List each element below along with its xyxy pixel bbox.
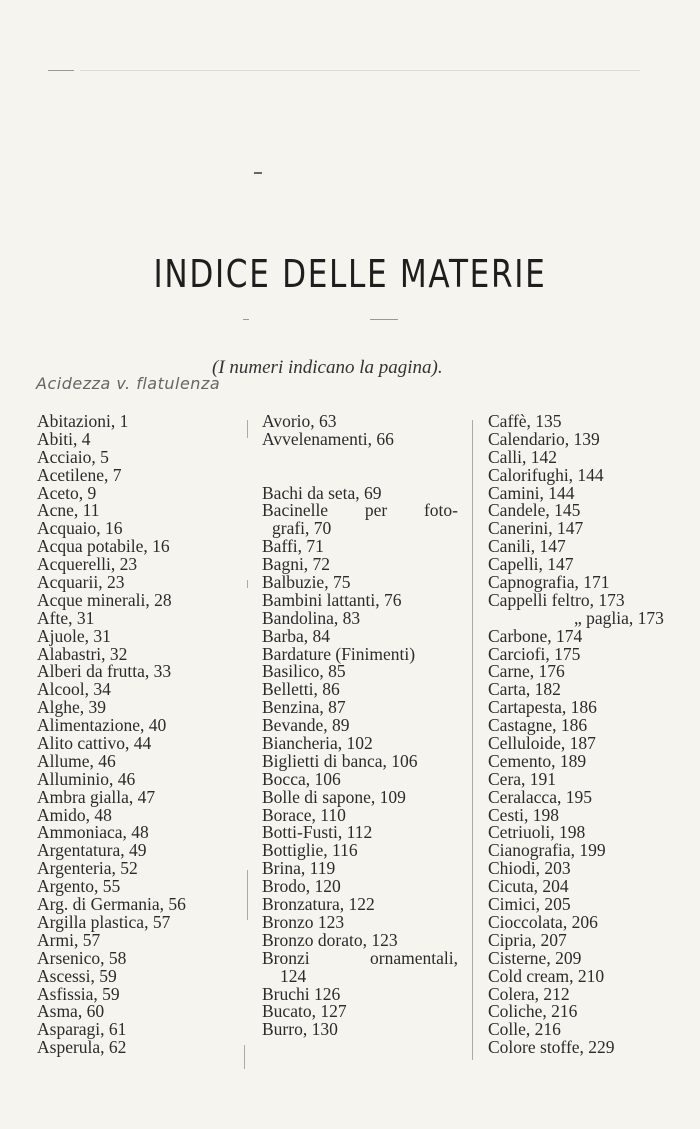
index-entry [262,467,462,485]
index-entry: Borace, 110 [262,804,346,825]
index-entry: Baffi, 71 [262,536,324,557]
index-entry [262,449,462,467]
column-divider [472,420,473,1060]
index-entry: Arsenico, 58 [37,947,127,968]
index-entry: Ammoniaca, 48 [37,822,149,843]
index-entry: Capnografia, 171 [488,572,610,593]
index-entry: Bronzo 123 [262,911,345,932]
index-entry: Alluminio, 46 [37,768,136,789]
index-entry: „ paglia, 173 [574,607,664,628]
index-entry: Colera, 212 [488,983,570,1004]
index-entry: Brodo, 120 [262,876,341,897]
index-entry: Bronzi ornamentali, [262,947,458,968]
page-note: (I numeri indicano la pagina). [212,357,443,378]
index-entry: Acquaio, 16 [37,518,123,539]
index-entry: Bachi da seta, 69 [262,482,382,503]
index-entry: Burro, 130 [262,1019,338,1040]
index-entry: Bambini lattanti, 76 [262,589,402,610]
index-entry: Carciofi, 175 [488,643,581,664]
index-entry: Ajuole, 31 [37,625,111,646]
small-dash [254,172,262,174]
index-column-1 [37,413,242,1057]
index-entry: Calendario, 139 [488,428,600,449]
top-rule [80,70,640,71]
index-entry: Argento, 55 [37,876,121,897]
index-entry: Botti-Fusti, 112 [262,822,373,843]
index-entry: Colle, 216 [488,1019,561,1040]
index-entry: Bucato, 127 [262,1001,347,1022]
index-entry: Ceralacca, 195 [488,786,592,807]
index-entry: Cemento, 189 [488,750,587,771]
index-entry: Carbone, 174 [488,625,583,646]
index-entry: Acetilene, 7 [37,464,122,485]
index-column-3 [488,413,688,1057]
index-entry: Calorifughi, 144 [488,464,604,485]
index-entry: Aceto, 9 [37,482,97,503]
index-entry: Acciaio, 5 [37,446,109,467]
index-entry: Cetriuoli, 198 [488,822,586,843]
title-rule [370,319,398,320]
index-entry: Acne, 11 [37,500,100,521]
index-column-2 [262,413,462,1039]
index-entry: Caffè, 135 [488,411,562,431]
index-entry: Avvelenamenti, 66 [262,428,394,449]
index-entry: Argentatura, 49 [37,840,147,861]
title-rule-dot [243,319,249,320]
column-divider [244,1045,245,1069]
index-entry: grafi, 70 [272,518,332,539]
index-entry: Canili, 147 [488,536,566,557]
index-entry: Cioccolata, 206 [488,911,598,932]
index-entry: Acqua potabile, 16 [37,536,170,557]
index-entry: Bolle di sapone, 109 [262,786,406,807]
index-entry: Canerini, 147 [488,518,584,539]
index-entry: Alcool, 34 [37,679,111,700]
index-entry: Acque minerali, 28 [37,589,172,610]
index-entry: Bacinelle per foto- [262,500,458,521]
index-entry: Bruchi 126 [262,983,341,1004]
column-divider [247,420,248,438]
top-rule-mark [48,70,74,71]
index-entry: Alimentazione, 40 [37,715,167,736]
index-entry: Cisterne, 209 [488,947,582,968]
index-entry: Asfissia, 59 [37,983,120,1004]
index-entry: Arg. di Germania, 56 [37,894,186,915]
index-entry: Carne, 176 [488,661,565,682]
index-entry: Biancheria, 102 [262,733,373,754]
index-entry: Bronzatura, 122 [262,894,375,915]
index-entry: Carta, 182 [488,679,561,700]
column-divider [247,580,248,588]
index-entry: Allume, 46 [37,750,116,771]
index-entry: Bevande, 89 [262,715,350,736]
index-entry: Abiti, 4 [37,428,91,449]
index-entry: Balbuzie, 75 [262,572,351,593]
index-entry: Camini, 144 [488,482,575,503]
index-entry: Barba, 84 [262,625,331,646]
index-entry: Chiodi, 203 [488,858,571,879]
index-entry: Asparagi, 61 [37,1019,127,1040]
index-entry: Castagne, 186 [488,715,588,736]
index-entry: Biglietti di banca, 106 [262,750,418,771]
index-entry: Argenteria, 52 [37,858,138,879]
index-entry: Alghe, 39 [37,697,107,718]
column-divider [247,870,248,920]
index-entry: Bronzo dorato, 123 [262,929,398,950]
index-entry: Cartapesta, 186 [488,697,597,718]
index-entry: Abitazioni, 1 [37,411,129,431]
index-entry: Alito cattivo, 44 [37,733,152,754]
index-entry: Cianografia, 199 [488,840,606,861]
index-entry: 124 [280,965,307,986]
index-entry: Bandolina, 83 [262,607,361,628]
index-entry: Bagni, 72 [262,554,331,575]
index-entry: Acquerelli, 23 [37,554,138,575]
index-entry: Cipria, 207 [488,929,567,950]
index-entry: Cesti, 198 [488,804,559,825]
index-entry: Cimici, 205 [488,894,571,915]
index-entry: Cold cream, 210 [488,965,605,986]
index-entry: Asperula, 62 [37,1037,127,1058]
index-entry: Armi, 57 [37,929,101,950]
index-entry: Bardature (Finimenti) [262,643,416,664]
index-entry: Afte, 31 [37,607,95,628]
index-entry: Ambra gialla, 47 [37,786,156,807]
index-entry: Benzina, 87 [262,697,346,718]
index-entry: Alabastri, 32 [37,643,128,664]
index-entry: Coliche, 216 [488,1001,578,1022]
index-entry: Candele, 145 [488,500,581,521]
index-entry: Basilico, 85 [262,661,346,682]
index-entry: Brina, 119 [262,858,336,879]
index-entry: Acquarii, 23 [37,572,125,593]
index-entry: Cera, 191 [488,768,557,789]
index-entry: Bottiglie, 116 [262,840,358,861]
index-entry: Belletti, 86 [262,679,340,700]
index-entry: Bocca, 106 [262,768,341,789]
index-entry: Avorio, 63 [262,411,337,431]
index-entry: Cicuta, 204 [488,876,569,897]
index-entry: Argilla plastica, 57 [37,911,171,932]
index-entry: Celluloide, 187 [488,733,596,754]
handwritten-annotation: Acidezza v. flatulenza [36,374,221,393]
index-entry: Asma, 60 [37,1001,105,1022]
index-entry: Capelli, 147 [488,554,574,575]
index-entry: Calli, 142 [488,446,558,467]
index-entry: Cappelli feltro, 173 [488,589,625,610]
index-entry: Colore stoffe, 229 [488,1037,615,1058]
index-entry: Alberi da frutta, 33 [37,661,172,682]
page-title: INDICE DELLE MATERIE [153,252,547,296]
index-entry: Amido, 48 [37,804,112,825]
index-entry: Ascessi, 59 [37,965,117,986]
